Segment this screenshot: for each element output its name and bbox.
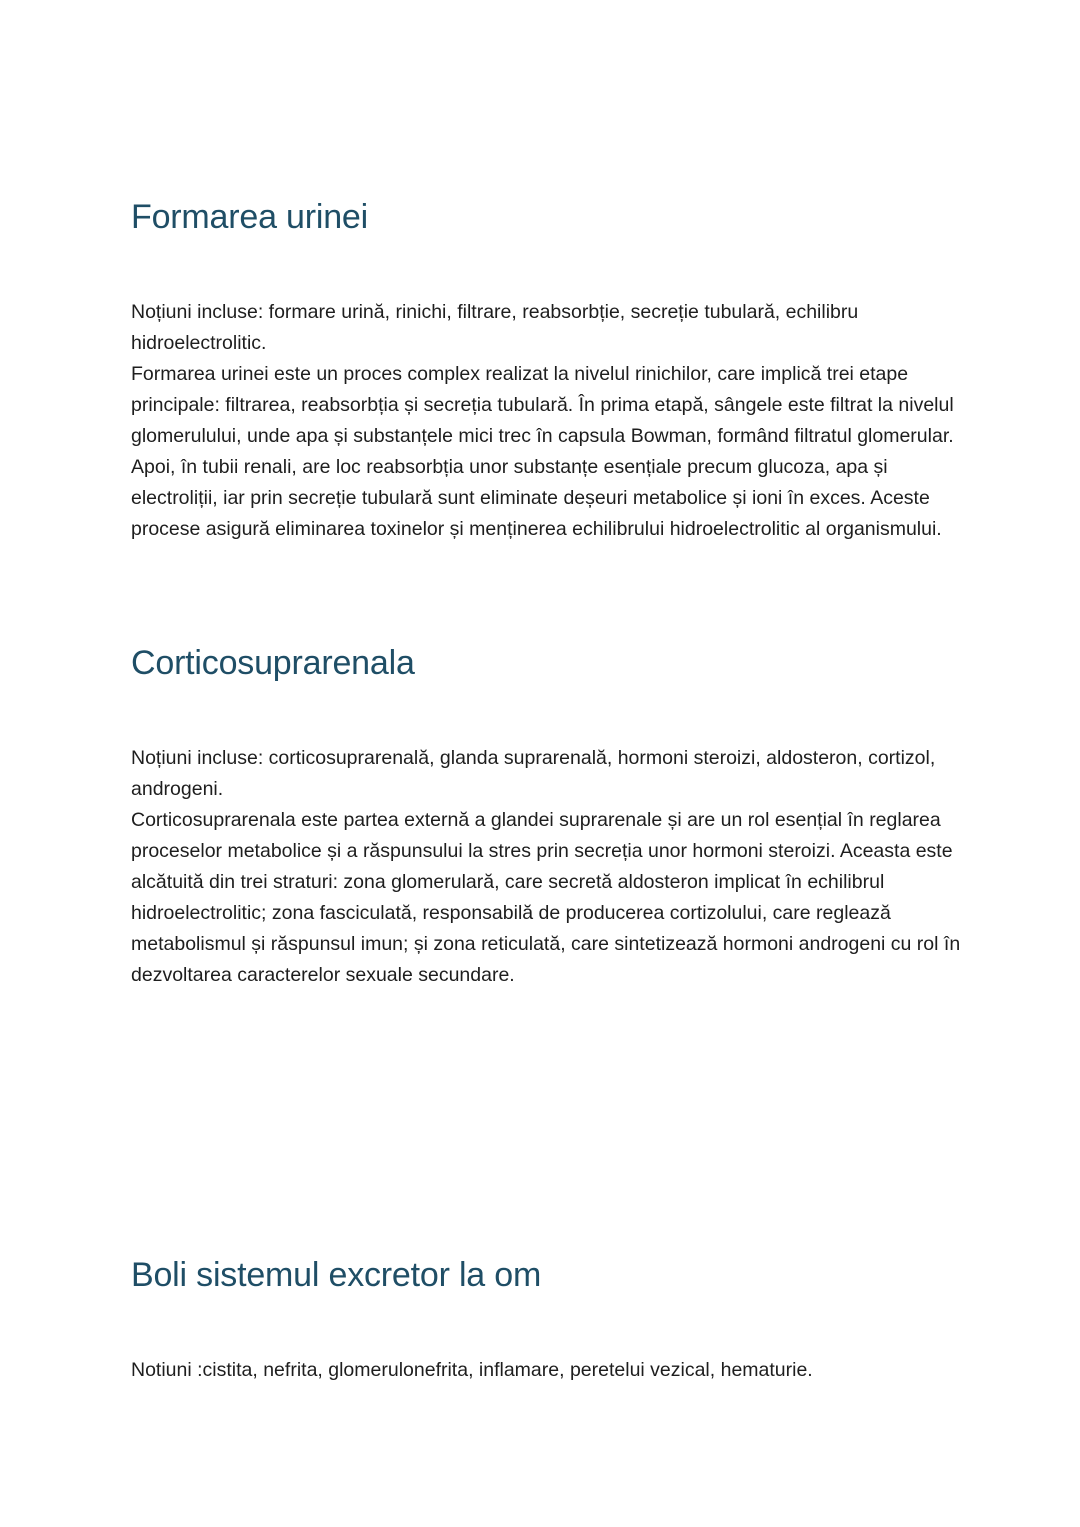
section-notions: Noțiuni incluse: formare urină, rinichi, filtrare, reabsorbție, secreție tubulară, echilibru hidroelectrolitic. bbox=[131, 301, 859, 354]
section-notions: Noțiuni incluse: corticosuprarenală, glanda suprarenală, hormoni steroizi, aldosteron, cortizol, androgeni. bbox=[131, 747, 936, 800]
section-heading: Corticosuprarenala bbox=[131, 644, 415, 682]
section-corticosuprarenala bbox=[131, 643, 961, 991]
section-boli-sistemul-excretor bbox=[131, 1255, 961, 1386]
section-formarea-urinei bbox=[131, 197, 961, 545]
section-heading: Boli sistemul excretor la om bbox=[131, 1256, 542, 1294]
section-notions: Notiuni :cistita, nefrita, glomerulonefrita, inflamare, peretelui vezical, hematurie. bbox=[131, 1359, 813, 1381]
section-body: Corticosuprarenala este partea externă a glandei suprarenale și are un rol esențial în reglarea proceselor metabolice și a răspunsului la stres prin secreția unor hormoni steroizi. Aceasta este alcătuită din trei straturi: zona glomerulară, care secretă aldosteron implicat în echilibrul hidroelectrolitic; zona fasciculată, responsabilă de producerea cortizolului, care reglează metabolismul și răspunsul imun; și zona reticulată, care sintetizează hormoni androgeni cu rol în dezvoltarea caracterelor sexuale secundare. bbox=[131, 809, 961, 986]
section-body: Formarea urinei este un proces complex realizat la nivelul rinichilor, care implică trei etape principale: filtrarea, reabsorbția și secreția tubulară. În prima etapă, sângele este filtrat la nivelul glomerulului, unde apa și substanțele mici trec în capsula Bowman, formând filtratul glomerular. Apoi, în tubii renali, are loc reabsorbția unor substanțe esențiale precum glucoza, apa și electroliții, iar prin secreție tubulară sunt eliminate deșeuri metabolice și ioni în exces. Aceste procese asigură eliminarea toxinelor și menținerea echilibrului hidroelectrolitic al organismului. bbox=[131, 363, 954, 540]
section-heading: Formarea urinei bbox=[131, 198, 368, 236]
